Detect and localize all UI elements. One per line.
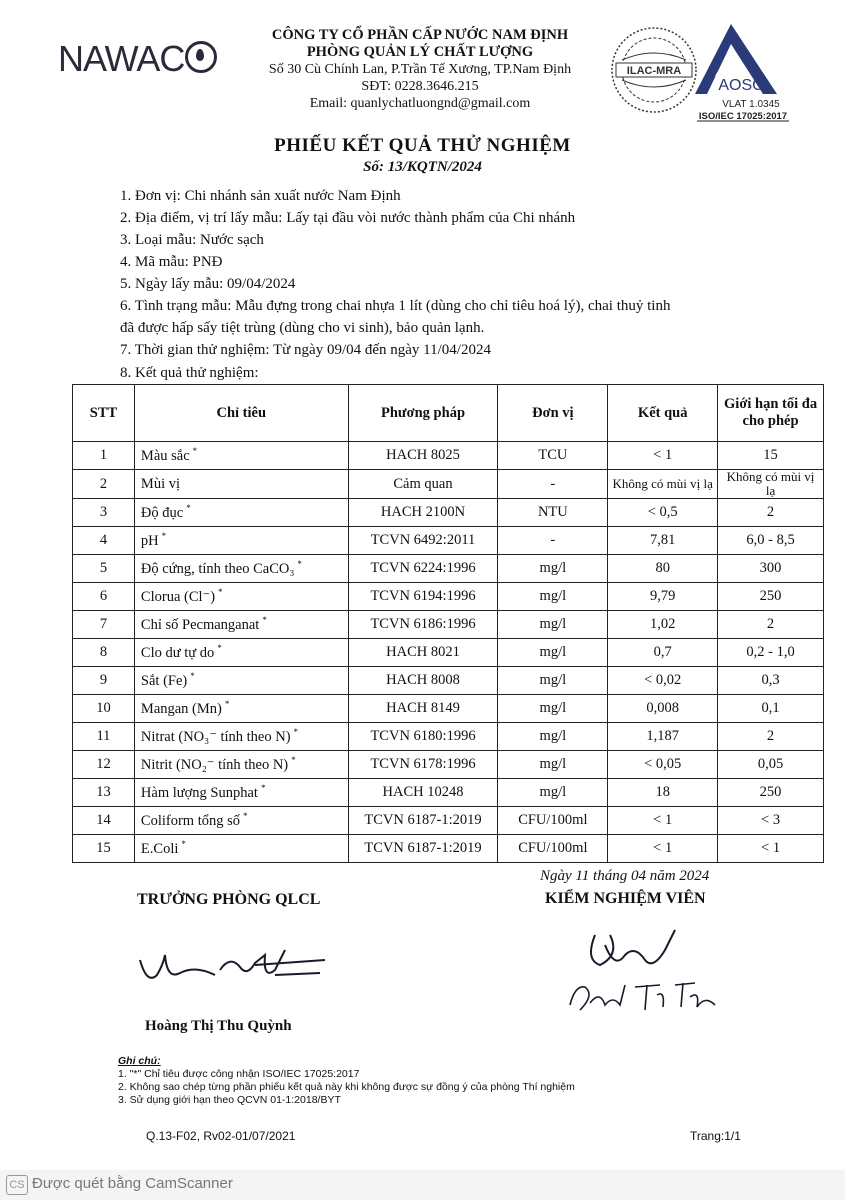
document-number: Số: 13/KQTN/2024 [363,159,482,175]
company-email: Email: quanlychatluongnd@gmail.com [309,96,531,111]
cell-unit [498,470,608,499]
table-row [73,470,824,499]
cell-limit [718,583,824,611]
cell-result-text: 80 [655,560,670,576]
aosc-vlat: VLAT 1.0345 [722,99,780,110]
accredited-marker: * [262,615,267,626]
cell-result-text: < 0,02 [644,672,682,688]
head-of-qc-signature [135,935,335,995]
cell-stt-text: 5 [99,560,108,576]
cell-result [608,555,718,583]
inspector-title: KIỂM NGHIỆM VIÊN [545,890,706,907]
notes [118,1055,575,1107]
accredited-marker: * [217,643,222,654]
cell-limit [718,527,824,555]
cell-limit [718,667,824,695]
cell-parameter-text: Nitrit (NO₂⁻ tính theo N) [140,756,289,773]
cell-result [608,667,718,695]
table-row [73,779,824,807]
table-row [73,583,824,611]
cell-result-text: Không có mùi vị lạ [612,476,713,491]
header-stt: STT [73,385,135,442]
camscanner-bar [0,1170,845,1200]
cell-unit-text: NTU [537,504,568,520]
cell-result [608,499,718,527]
camscanner-icon: CS [6,1175,28,1195]
accredited-marker: * [218,587,223,598]
cell-limit-text: 2 [766,616,775,632]
cell-limit [718,555,824,583]
note-2: 2. Không sao chép từng phần phiếu kết quả này khi không được sự đồng ý của phòng Thí nghiệm [118,1081,575,1093]
info-sample-condition-cont: đã được hấp sấy tiệt trùng (dùng cho vi sinh), bảo quản lạnh. [120,320,485,336]
notes-heading: Ghi chú: [118,1055,161,1067]
cell-unit [498,583,608,611]
cell-limit [718,779,824,807]
cell-method-text: TCVN 6187-1:2019 [364,812,482,828]
cell-method [348,835,498,863]
cell-parameter [134,583,348,611]
cell-parameter-text: E.Coli [140,840,179,857]
accredited-marker: * [181,839,186,850]
info-sample-code: 4. Mã mẫu: PNĐ [120,254,223,270]
info-results-label: 8. Kết quả thử nghiệm: [120,365,259,381]
cell-limit-text: 0,05 [757,756,784,772]
cell-limit [718,611,824,639]
table-header-row [73,385,824,442]
cell-method-text: HACH 8021 [386,644,460,660]
table-row [73,499,824,527]
table-row [73,442,824,470]
cell-stt [73,611,135,639]
cell-stt-text: 10 [96,700,111,716]
cell-limit-text: 0,2 - 1,0 [746,644,795,660]
cell-method-text: TCVN 6186:1996 [370,616,476,632]
head-of-qc-name: Hoàng Thị Thu Quỳnh [145,1018,292,1034]
cell-unit [498,779,608,807]
cell-limit [718,470,824,499]
cell-method [348,499,498,527]
cell-parameter-text: Độ cứng, tính theo CaCO₃ [140,560,295,577]
cell-parameter [134,442,348,470]
cell-unit [498,667,608,695]
cell-result-text: < 1 [653,447,673,463]
cell-parameter-text: Hàm lượng Sunphat [140,784,258,801]
cell-parameter [134,470,348,499]
header-unit: Đơn vị [498,385,608,442]
cell-stt-text: 14 [96,812,111,828]
cell-method-text: HACH 10248 [382,784,464,800]
company-address: Số 30 Cù Chính Lan, P.Trần Tế Xương, TP.Nam Định [268,62,572,77]
cell-stt-text: 12 [96,756,111,772]
cell-parameter-text: Mùi vị [140,475,180,492]
cell-unit-text: TCU [538,447,568,463]
cell-unit [498,723,608,751]
header-result: Kết quả [608,385,718,442]
cell-parameter-text: Màu sắc [140,447,190,464]
cell-method [348,667,498,695]
cell-limit-text: 2 [766,728,775,744]
cell-method [348,779,498,807]
cell-method-text: TCVN 6194:1996 [370,588,476,604]
cell-method-text: HACH 8149 [386,700,460,716]
info-location: 2. Địa điểm, vị trí lấy mẫu: Lấy tại đầu vòi nước thành phẩm của Chi nhánh [120,210,576,226]
cell-unit-text: mg/l [539,644,567,660]
cell-result-text: 9,79 [650,588,676,604]
table-row [73,555,824,583]
cell-unit-text: CFU/100ml [518,840,588,856]
cell-stt-text: 8 [99,644,108,660]
cell-result-text: 7,81 [650,532,676,548]
cell-unit-text: - [550,532,556,548]
cell-parameter-text: Clorua (Cl⁻) [140,588,216,605]
cell-result [608,470,718,499]
cell-parameter [134,667,348,695]
info-sample-date: 5. Ngày lấy mẫu: 09/04/2024 [120,276,296,292]
cell-result [608,639,718,667]
cell-method [348,695,498,723]
nawaco-logo: NAWAC [58,38,217,80]
cell-result [608,611,718,639]
accredited-marker: * [293,727,299,738]
company-phone: SĐT: 0228.3646.215 [361,79,479,94]
cell-stt [73,779,135,807]
cell-unit [498,751,608,779]
table-row [73,527,824,555]
cell-stt [73,695,135,723]
cell-result-text: 0,7 [653,644,672,660]
table-row [73,751,824,779]
cell-result [608,695,718,723]
table-row [73,723,824,751]
table-row [73,695,824,723]
ilac-mra-seal [608,24,700,116]
cell-stt-text: 4 [99,532,108,548]
cell-stt-text: 11 [96,728,111,744]
cell-limit-text: 0,3 [761,672,780,688]
cell-result [608,751,718,779]
form-code: Q.13-F02, Rv02-01/07/2021 [146,1129,296,1143]
accredited-marker: * [291,755,296,766]
table-row [73,807,824,835]
cell-parameter-text: Độ đục [140,504,184,521]
cell-stt [73,807,135,835]
cell-result [608,807,718,835]
cell-method-text: TCVN 6224:1996 [370,560,476,576]
accredited-marker: * [186,503,191,514]
info-test-time: 7. Thời gian thử nghiệm: Từ ngày 09/04 đến ngày 11/04/2024 [120,342,491,358]
cell-parameter [134,835,348,863]
cell-parameter-text: Mangan (Mn) [140,700,222,717]
page-number: Trang:1/1 [690,1129,741,1143]
header-limit: Giới hạn tối đa cho phép [718,385,824,442]
cell-unit-text: mg/l [539,784,567,800]
accredited-marker: * [243,811,248,822]
table-row [73,835,824,863]
cell-limit-text: 2 [766,504,775,520]
results-table [72,384,824,863]
cell-method-text: TCVN 6492:2011 [370,532,476,548]
cell-method [348,583,498,611]
cell-method [348,611,498,639]
cell-method-text: Cảm quan [393,475,453,492]
cell-limit [718,639,824,667]
cell-limit [718,835,824,863]
cell-unit-text: - [550,475,556,492]
cell-parameter [134,555,348,583]
cell-parameter [134,723,348,751]
accredited-marker: * [192,446,198,457]
cell-stt [73,835,135,863]
cell-unit-text: mg/l [539,728,567,744]
aosc-iso: ISO/IEC 17025:2017 [698,111,788,122]
cell-parameter [134,779,348,807]
cell-result [608,583,718,611]
cell-unit-text: mg/l [539,756,567,772]
cell-stt-text: 15 [96,840,111,856]
accredited-marker: * [260,783,266,794]
cell-unit-text: mg/l [539,700,567,716]
accredited-marker: * [161,531,167,542]
cell-unit-text: mg/l [539,672,567,688]
cell-method-text: HACH 8025 [386,447,460,463]
cell-unit [498,527,608,555]
info-sample-condition: 6. Tình trạng mẫu: Mẫu đựng trong chai nhựa 1 lít (dùng cho chỉ tiêu hoá lý), chai thuỷ tinh [120,298,671,314]
cell-method-text: TCVN 6178:1996 [370,756,476,772]
cell-limit-text: Không có mùi vị lạ [726,469,815,498]
cell-parameter [134,499,348,527]
cell-result-text: 0,008 [646,700,680,716]
table-row [73,667,824,695]
cell-stt [73,499,135,527]
seal-text: ILAC-MRA [626,65,682,77]
cell-limit-text: < 1 [761,840,781,856]
cell-stt [73,723,135,751]
cell-limit-text: 250 [759,588,782,604]
cell-limit [718,723,824,751]
department-name: PHÒNG QUẢN LÝ CHẤT LƯỢNG [306,44,534,60]
cell-method-text: TCVN 6180:1996 [370,728,476,744]
cell-parameter [134,639,348,667]
cell-unit [498,807,608,835]
cell-stt-text: 3 [99,504,108,520]
cell-method-text: HACH 2100N [380,504,466,520]
cell-parameter-text: Chỉ số Pecmanganat [140,616,260,633]
cell-result-text: 1,02 [650,616,676,632]
cell-method [348,807,498,835]
cell-result-text: 1,187 [646,728,680,744]
inspector-signature [565,915,745,1025]
cell-stt [73,527,135,555]
accredited-marker: * [224,699,230,710]
cell-unit [498,695,608,723]
cell-stt-text: 13 [96,784,111,800]
cell-result [608,442,718,470]
cell-limit-text: 6,0 - 8,5 [746,532,795,548]
cell-parameter [134,751,348,779]
cell-unit [498,639,608,667]
camscanner-text: Được quét bằng CamScanner [32,1175,233,1192]
cell-method [348,442,498,470]
cell-limit-text: 15 [763,447,778,463]
cell-unit [498,835,608,863]
cell-limit [718,499,824,527]
aosc-logo [693,20,793,124]
info-sample-type: 3. Loại mẫu: Nước sạch [120,232,264,248]
cell-method [348,723,498,751]
cell-unit [498,611,608,639]
cell-stt [73,470,135,499]
cell-parameter [134,807,348,835]
table-row [73,639,824,667]
cell-result-text: 18 [655,784,670,800]
cell-result [608,723,718,751]
cell-limit [718,695,824,723]
cell-unit-text: mg/l [539,616,567,632]
cell-limit [718,442,824,470]
head-of-qc-title: TRƯỞNG PHÒNG QLCL [137,891,321,908]
cell-unit-text: mg/l [539,588,567,604]
cell-parameter-text: Sắt (Fe) [140,672,188,689]
cell-result-text: < 0,05 [644,756,682,772]
cell-result-text: < 1 [653,812,673,828]
cell-result-text: < 0,5 [647,504,678,520]
cell-method [348,555,498,583]
info-unit: 1. Đơn vị: Chi nhánh sản xuất nước Nam Định [120,188,401,204]
cell-stt [73,442,135,470]
cell-limit-text: 300 [759,560,782,576]
note-3: 3. Sử dụng giới hạn theo QCVN 01-1:2018/BYT [118,1094,341,1106]
cell-stt-text: 2 [99,475,108,492]
cell-stt-text: 7 [99,616,108,632]
cell-limit-text: 250 [759,784,782,800]
aosc-text: AOSC [718,77,764,94]
cell-limit-text: < 3 [761,812,781,828]
company-header [230,27,610,112]
company-name: CÔNG TY CỔ PHẦN CẤP NƯỚC NAM ĐỊNH [271,27,569,43]
cell-limit-text: 0,1 [761,700,780,716]
header-parameter: Chỉ tiêu [134,385,348,442]
note-1: 1. "*" Chỉ tiêu được công nhận ISO/IEC 17025:2017 [118,1068,360,1080]
cell-result [608,779,718,807]
cell-method-text: HACH 8008 [386,672,460,688]
cell-limit [718,751,824,779]
inspector-name [1,1,2,2]
cell-stt-text: 6 [99,588,108,604]
cell-unit-text: mg/l [539,560,567,576]
cell-method-text: TCVN 6187-1:2019 [364,840,482,856]
cell-stt [73,751,135,779]
cell-stt [73,583,135,611]
cell-method [348,639,498,667]
cell-unit-text: CFU/100ml [518,812,588,828]
cell-parameter-text: pH [140,532,159,549]
cell-stt [73,555,135,583]
cell-result [608,835,718,863]
header-method: Phương pháp [348,385,498,442]
cell-parameter-text: Clo dư tự do [140,644,215,661]
cell-result [608,527,718,555]
table-row [73,611,824,639]
cell-result-text: < 1 [653,840,673,856]
cell-parameter [134,695,348,723]
cell-parameter [134,611,348,639]
cell-unit [498,555,608,583]
cell-stt [73,667,135,695]
cell-stt [73,639,135,667]
cell-unit [498,442,608,470]
cell-limit [718,807,824,835]
sign-date: Ngày 11 tháng 04 năm 2024 [540,868,710,884]
water-drop-icon [185,41,217,73]
cell-stt-text: 1 [99,447,108,463]
cell-parameter-text: Nitrat (NO₃⁻ tính theo N) [140,728,291,745]
cell-unit [498,499,608,527]
cell-method [348,751,498,779]
cell-parameter-text: Coliform tổng số [140,812,241,829]
accredited-marker: * [297,559,302,570]
accredited-marker: * [190,671,195,682]
cell-method [348,527,498,555]
cell-stt-text: 9 [99,672,108,688]
cell-method [348,470,498,499]
document-title: PHIẾU KẾT QUẢ THỬ NGHIỆM [274,135,571,156]
cell-parameter [134,527,348,555]
